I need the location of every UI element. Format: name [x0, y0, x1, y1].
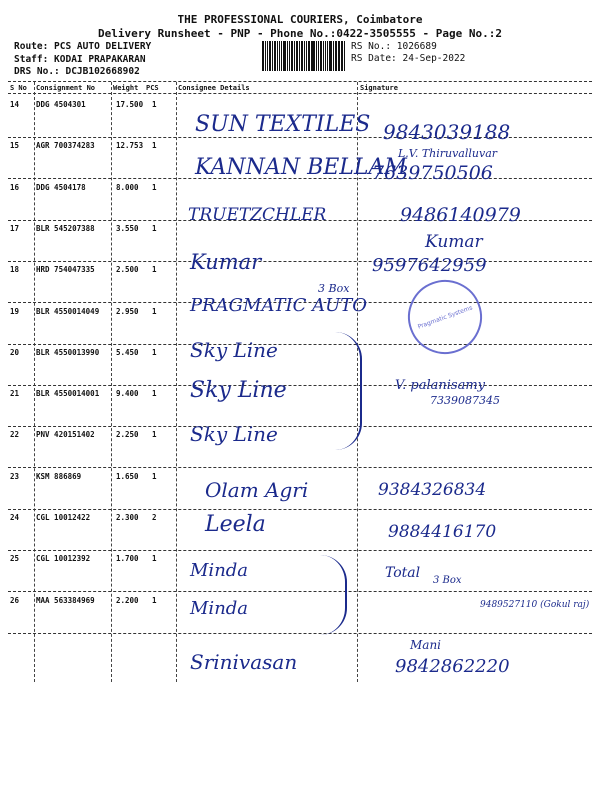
cell-cno: HRD 754047335	[36, 265, 95, 274]
cell-sno: 23	[10, 472, 20, 481]
cell-cno: PNV 420151402	[36, 430, 95, 439]
route-label: Route: PCS AUTO DELIVERY	[14, 41, 152, 52]
handwritten-signature: L.V. Thiruvalluvar	[398, 147, 498, 160]
barcode-bar	[329, 41, 332, 71]
cell-sno: 21	[10, 389, 20, 398]
handwritten-signature: 9384326834	[378, 480, 487, 500]
row-divider	[8, 385, 592, 386]
barcode-bar	[335, 41, 337, 71]
cell-weight: 8.000	[116, 183, 139, 192]
cell-pcs: 2	[152, 513, 157, 522]
barcode-bar	[294, 41, 295, 71]
cell-pcs: 1	[152, 307, 157, 316]
barcode-bar	[283, 41, 286, 71]
cell-cno: DDG 4504178	[36, 183, 86, 192]
handwritten-signature: V. palanisamy	[395, 378, 485, 393]
rs-date: RS Date: 24-Sep-2022	[351, 53, 466, 64]
runsheet-subtitle: Delivery Runsheet - PNP - Phone No.:0422-3505555 - Page No.:2	[98, 27, 502, 40]
runsheet-title: THE PROFESSIONAL COURIERS, Coimbatore	[177, 13, 423, 26]
barcode-bar	[306, 41, 307, 71]
cell-cno: BLR 4550014001	[36, 389, 100, 398]
handwritten-consignee: Sky Line	[190, 338, 278, 362]
header-rule-top	[8, 81, 592, 82]
col-sno: S No	[10, 84, 27, 92]
cell-sno: 14	[10, 100, 20, 109]
staff-label: Staff: KODAI PRAPAKARAN	[14, 53, 146, 65]
handwritten-signature: 7339087345	[430, 394, 500, 407]
barcode-bar	[272, 41, 273, 71]
handwritten-signature: 9489527110 (Gokul raj)	[480, 600, 590, 610]
handwritten-consignee: Leela	[205, 512, 266, 537]
barcode-bar	[279, 41, 280, 71]
cell-cno: BLR 545207388	[36, 224, 95, 233]
cell-pcs: 1	[152, 430, 157, 439]
drs-label: DRS No.: DCJB102668902	[14, 66, 140, 77]
rs-info	[351, 41, 465, 65]
handwritten-note: Total	[385, 565, 421, 581]
cell-weight: 17.500	[116, 100, 144, 109]
barcode-bar	[291, 41, 293, 71]
barcode-bar	[274, 41, 276, 71]
cell-weight: 2.250	[116, 430, 139, 439]
handwritten-signature: 9843039188	[383, 120, 511, 144]
col-weight: Weight	[113, 84, 139, 92]
cell-sno: 17	[10, 224, 20, 233]
barcode-bar	[296, 41, 299, 71]
barcode-bar	[333, 41, 334, 71]
cell-sno: 22	[10, 430, 20, 439]
cell-cno: BLR 4550014049	[36, 307, 100, 316]
barcode-bar	[299, 41, 300, 71]
col-consignee: Consignee Details	[178, 84, 250, 92]
barcode-bar	[311, 41, 312, 71]
cell-pcs: 1	[152, 183, 157, 192]
cell-pcs: 1	[152, 389, 157, 398]
barcode-bar	[320, 41, 322, 71]
cell-weight: 12.753	[116, 141, 144, 150]
cell-cno: MAA 563384969	[36, 596, 95, 605]
row-divider	[8, 426, 592, 427]
barcode-bar	[318, 41, 319, 71]
table-row	[8, 224, 592, 264]
handwritten-consignee: SUN TEXTILES	[195, 112, 371, 137]
cell-sno: 18	[10, 265, 20, 274]
row-divider	[8, 633, 592, 634]
row-divider	[8, 591, 592, 592]
cell-pcs: 1	[152, 472, 157, 481]
handwritten-signature: Mani	[410, 638, 442, 652]
row-divider	[8, 261, 592, 262]
cell-pcs: 1	[152, 348, 157, 357]
barcode-bar	[277, 41, 278, 71]
cell-pcs: 1	[152, 265, 157, 274]
barcode-bar	[325, 41, 326, 71]
rs-number: RS No.: 1026689	[351, 41, 437, 52]
barcode-bar	[287, 41, 288, 71]
barcode-bar	[316, 41, 317, 71]
cell-weight: 2.950	[116, 307, 139, 316]
col-signature: Signature	[360, 84, 398, 92]
row-divider	[8, 344, 592, 345]
handwritten-signature: Kumar	[425, 232, 483, 252]
cell-weight: 1.650	[116, 472, 139, 481]
cell-sno: 24	[10, 513, 20, 522]
handwritten-consignee: TRUETZCHLER	[188, 205, 327, 225]
cell-pcs: 1	[152, 596, 157, 605]
barcode-bar	[327, 41, 328, 71]
handwritten-consignee: Sky Line	[190, 422, 278, 446]
route-info	[14, 41, 151, 79]
handwritten-signature: 9486140979	[400, 204, 521, 226]
header-rule-bottom	[8, 93, 592, 94]
handwritten-consignee: KANNAN BELLAM	[195, 155, 407, 180]
table-row	[8, 513, 592, 553]
barcode-bar	[312, 41, 315, 71]
cell-sno: 25	[10, 554, 20, 563]
barcode-bar	[308, 41, 310, 71]
col-consignment: Consignment No	[36, 84, 96, 92]
cell-weight: 3.550	[116, 224, 139, 233]
handwritten-consignee: Sky Line	[190, 378, 287, 403]
barcode-bar	[304, 41, 305, 71]
handwritten-note: 3 Box	[318, 282, 350, 295]
handwritten-signature: 9884416170	[388, 522, 497, 542]
cell-sno: 15	[10, 141, 20, 150]
cell-cno: CGL 10012422	[36, 513, 91, 522]
cell-cno: KSM 886869	[36, 472, 82, 481]
company-stamp: Pragmatic Systems	[398, 270, 493, 365]
cell-sno: 16	[10, 183, 20, 192]
barcode-bar	[281, 41, 283, 71]
barcode-bar	[344, 41, 345, 71]
cell-weight: 2.200	[116, 596, 139, 605]
table-row	[8, 430, 592, 470]
cell-weight: 2.500	[116, 265, 139, 274]
cell-weight: 1.700	[116, 554, 139, 563]
barcode	[262, 41, 346, 71]
cell-weight: 2.300	[116, 513, 139, 522]
cell-pcs: 1	[152, 141, 157, 150]
handwritten-signature: 9842862220	[395, 656, 510, 677]
handwritten-consignee: Olam Agri	[205, 478, 309, 502]
cell-sno: 20	[10, 348, 20, 357]
handwritten-consignee: Kumar	[190, 250, 262, 274]
cell-pcs: 1	[152, 554, 157, 563]
row-divider	[8, 509, 592, 510]
cell-cno: DDG 4504301	[36, 100, 86, 109]
handwritten-consignee: Srinivasan	[190, 650, 298, 674]
col-pcs: PCS	[146, 84, 159, 92]
barcode-bar	[301, 41, 303, 71]
table-row	[8, 348, 592, 388]
row-divider	[8, 467, 592, 468]
cell-sno: 26	[10, 596, 20, 605]
cell-pcs: 1	[152, 100, 157, 109]
barcode-bar	[265, 41, 266, 71]
cell-sno: 19	[10, 307, 20, 316]
cell-weight: 5.450	[116, 348, 139, 357]
cell-cno: BLR 4550013990	[36, 348, 100, 357]
cell-pcs: 1	[152, 224, 157, 233]
barcode-bar	[338, 41, 339, 71]
table-row	[8, 389, 592, 429]
handwritten-brace	[335, 332, 362, 450]
handwritten-signature: 7639750506	[372, 162, 493, 184]
cell-cno: CGL 10012392	[36, 554, 91, 563]
barcode-bar	[267, 41, 268, 71]
handwritten-note: 3 Box	[433, 575, 462, 586]
barcode-bar	[269, 41, 272, 71]
handwritten-consignee: PRAGMATIC AUTO	[190, 295, 368, 316]
barcode-bar	[262, 41, 264, 71]
handwritten-consignee: Minda	[190, 560, 249, 581]
barcode-bar	[289, 41, 290, 71]
table-row	[8, 554, 592, 594]
barcode-bar	[323, 41, 325, 71]
cell-weight: 9.400	[116, 389, 139, 398]
row-divider	[8, 550, 592, 551]
cell-cno: AGR 700374283	[36, 141, 95, 150]
barcode-bar	[341, 41, 343, 71]
handwritten-signature: 9597642959	[372, 255, 487, 276]
barcode-bar	[339, 41, 340, 71]
handwritten-consignee: Minda	[190, 598, 249, 619]
